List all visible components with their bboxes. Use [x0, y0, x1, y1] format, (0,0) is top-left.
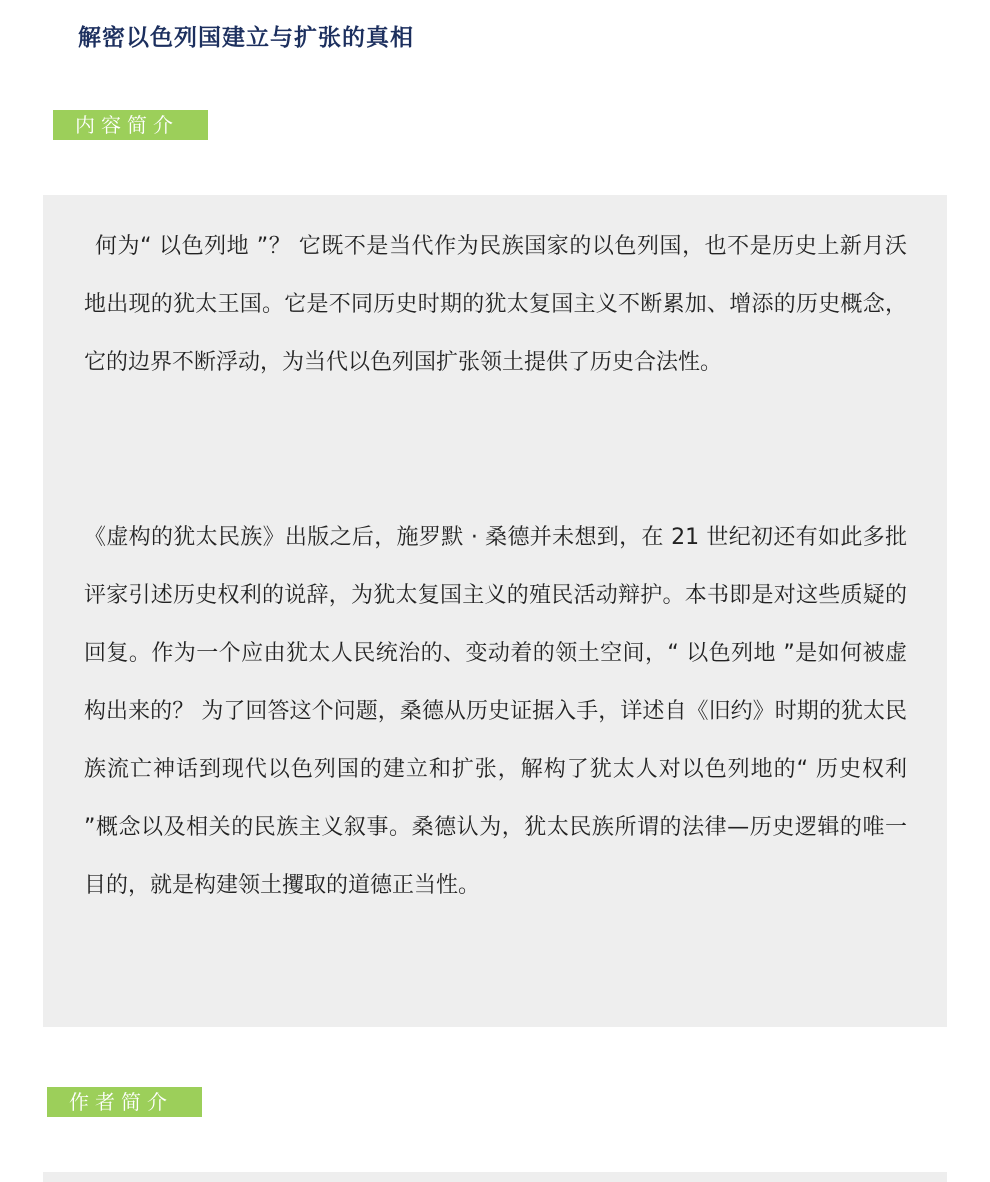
intro-text-box: [43, 195, 947, 1027]
intro-paragraph: 《虚构的犹太民族》出版之后，施罗默 · 桑德并未想到，在 21 世纪初还有如此多批评家引述历史权利的说辞，为犹太复国主义的殖民活动辩护。本书即是对这些质疑的回复。作为一个应由犹太人民统治的、变动着的领土空间，“ 以色列地 ”是如何被虚构出来的？ 为了回答这个问题，桑德从历史证据入手，详述自《旧约》时期的犹太民族流亡神话到现代以色列国的建立和扩张，解构了犹太人对以色列地的“ 历史权利 ”概念以及相关的民族主义叙事。桑德认为，犹太民族所谓的法律—历史逻辑的唯一目的，就是构建领土攫取的道德正当性。: [84, 525, 907, 898]
author-text-box: [43, 1172, 947, 1182]
section-label-author: 作者简介: [47, 1087, 202, 1117]
page-title: 解密以色列国建立与扩张的真相: [78, 25, 414, 51]
intro-paragraph: 何为“ 以色列地 ”？ 它既不是当代作为民族国家的以色列国，也不是历史上新月沃地出现的犹太王国。它是不同历史时期的犹太复国主义不断累加、增添的历史概念，它的边界不断浮动，为当代以色列国扩张领土提供了历史合法性。: [84, 234, 907, 375]
section-label-intro: 内容简介: [53, 110, 208, 140]
